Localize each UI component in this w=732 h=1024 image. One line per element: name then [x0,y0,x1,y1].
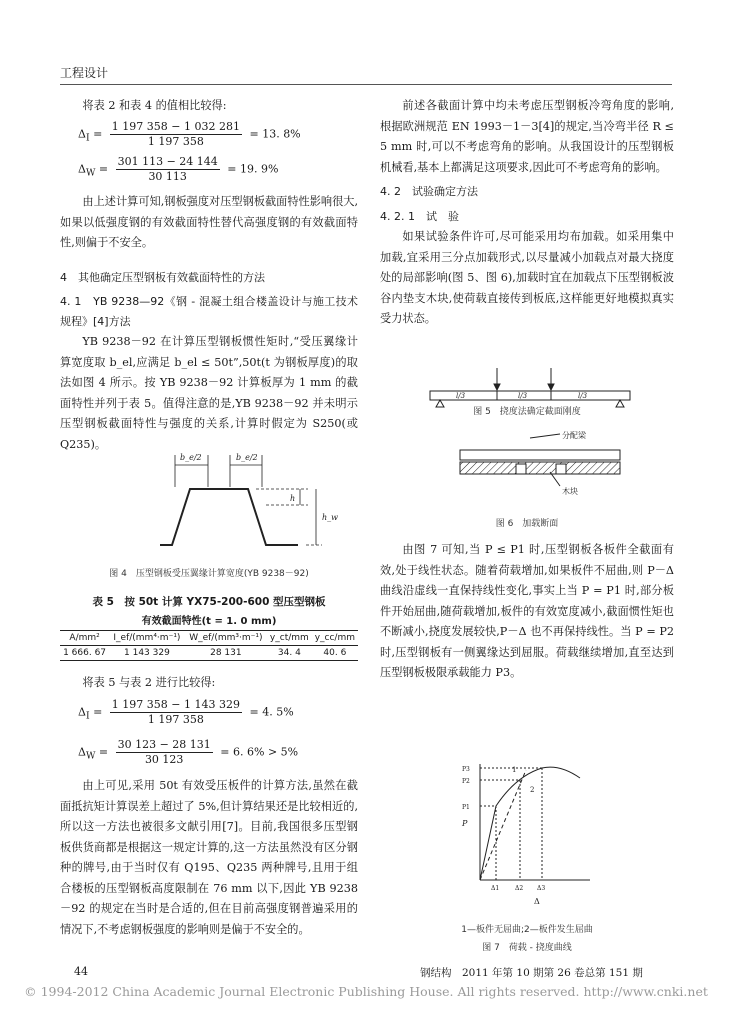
header-rule [60,84,672,85]
label-wood-block: 木块 [562,487,578,496]
eq-result: = 13. 8% [249,127,301,141]
y-axis-label: P [462,819,468,828]
figure-6-caption: 图 6 加载断面 [495,519,559,529]
left-body-1 [60,192,358,455]
eq-denominator: 30 113 [148,170,187,183]
table-cell: 28 131 [210,648,242,658]
eq-numerator: 30 123 − 28 131 [117,738,211,751]
distribution-beam [460,450,620,460]
table-5-title: 表 5 按 50t 计算 YX75-200-600 型压型钢板 [92,596,326,608]
eq-denominator: 30 123 [144,753,184,766]
eq-numerator: 1 197 358 − 1 143 329 [111,698,240,711]
equation-delta-i-1: $\Delta_I$ = $\frac{1 197 358 - 1 032 281}{1 197 358}$ = 13. 8% [78,120,301,148]
section-heading-4-2: 4. 2 试验确定方法 [380,185,478,198]
figure-5-caption: 图 5 挠度法确定截面刚度 [473,407,581,417]
y-tick-label: P2 [462,778,470,785]
eq-numerator: 1 197 358 − 1 032 281 [111,120,240,133]
figure-4-caption: 图 4 压型钢板受压翼缘计算宽度(YB 9238－92) [109,569,309,579]
y-tick-label: P1 [462,804,470,811]
eq-result: = 4. 5% [249,705,294,719]
eq-sub: W [85,750,96,762]
eq-result: = 6. 6% > 5% [220,745,299,759]
journal-info: 钢结构 2011 年第 10 期第 26 卷总第 151 期 [420,967,643,979]
x-tick-label: Δ1 [491,885,500,892]
equation-delta-w-2: $\Delta_W$ = $\frac{30 123 - 28 131}{30 123}$ = 6. 6% > 5% [78,738,299,766]
section-heading-4: 4 其他确定压型钢板有效截面特性的方法 [60,270,265,284]
y-tick-label: P3 [462,766,470,773]
eq-sub: W [85,167,96,179]
paragraph: 由上述计算可知,钢板强度对压型钢板截面特性影响很大,如果以低强度钢的有效截面特性替代高强度钢的有效截面特性,则偏于不安全。 [60,195,359,249]
figure-7-legend: 1—板件无屈曲;2—板件发生屈曲 [461,925,593,935]
table-5 [60,630,358,661]
span-label: l/3 [578,392,588,400]
eq-denominator: 1 197 358 [147,135,204,148]
eq-denominator: 1 197 358 [147,713,204,726]
figure-4-diagram [60,445,358,557]
table-cell: 1 666. 67 [63,648,107,658]
table-5-subtitle: 有效截面特性(t = 1. 0 mm) [141,616,277,627]
table-row [60,646,358,661]
paragraph: 由上可见,采用 50t 有效受压板件的计算方法,虽然在截面抵抗矩计算误差上超过了 5%,但计算结果还是比较相近的,所以这一方法也被很多文献引用[7]。目前,我国很多压型钢板供货商都是根据这一规定计算的,这一方法虽然没有区分钢种的牌号,由于当时仅有 Q195、Q235 两种牌号,且用于组合楼板的压型钢板高度限制在 76 mm 以下,因此 YB 9238－92 的规定在当时是合适的,但在目前高强度钢普遍采用的情况下,不考虑钢板强度的影响则是偏于不安全的。 [60,779,358,936]
table-cell: 40. 6 [323,648,347,658]
label-h: h [290,494,296,503]
span-label: l/3 [518,392,528,400]
curve-label: 1 [512,766,517,774]
table-header-row [60,631,358,646]
intro-text: 将表 2 和表 4 的值相比较得: [82,99,227,112]
label-distribution-beam: 分配梁 [562,431,586,440]
label-hw: h_w [322,513,338,522]
table-header-cell: A/mm² [69,633,100,643]
x-tick-label: Δ3 [537,885,546,892]
equation-delta-i-2: $\Delta_I$ = $\frac{1 197 358 - 1 143 329}{1 197 358}$ = 4. 5% [78,698,294,726]
eq-sub: I [85,710,90,722]
equation-delta-w-1: $\Delta_W$ = $\frac{301 113 - 24 144}{30 113}$ = 19. 9% [78,155,279,183]
eq-lhs: Δ [78,745,86,759]
left-intro-2 [60,673,358,694]
eq-result: = 19. 9% [227,162,279,176]
eq-numerator: 301 113 − 24 144 [117,155,218,168]
paragraph: 由图 7 可知,当 P ≤ P1 时,压型钢板各板件全截面有效,处于线性状态。随着荷载增加,如果板件不屈曲,则 P－Δ 曲线沿虚线一直保持线性变化,事实上当 P = P1 时,部分板件开始屈曲,随荷载增加,板件的有效宽度减小,截面惯性矩也不断减小,挠度发展较快,P－Δ 也不再保持线性。当 P = P2 时,压型钢板有一侧翼缘达到屈服。荷载继续增加,直至达到压型钢板极限承载能力 P3。 [380,543,674,679]
eq-lhs: Δ [78,705,86,719]
eq-lhs: Δ [78,127,86,141]
label-be-half-2: b_e/2 [236,453,258,462]
table-cell: 1 143 329 [124,648,170,658]
table-header-cell: y_ct/mm [269,633,309,643]
label-be-half-1: b_e/2 [180,453,202,462]
curve-1-linear [480,770,526,880]
intro-text: 将表 5 与表 2 进行比较得: [82,676,216,689]
curve-2-buckling [480,767,580,880]
x-axis-label: Δ [534,897,540,906]
left-body-2 [60,776,358,940]
curve-label: 2 [530,786,535,794]
left-intro [60,96,358,117]
figure-7-chart [460,758,600,910]
running-header: 工程设计 [60,66,109,80]
table-cell: 34. 4 [277,648,301,658]
eq-sub: I [85,132,90,144]
right-body-1 [380,96,674,330]
figure-7-caption: 图 7 荷载 - 挠度曲线 [482,943,572,953]
figure-5-diagram [420,366,650,408]
table-header-cell: W_ef/(mm³·m⁻¹) [189,633,263,643]
steel-deck [460,462,620,474]
page-number: 44 [74,965,88,978]
figure-6-diagram [440,428,640,506]
paragraph: YB 9238－92 在计算压型钢板惯性矩时,“受压翼缘计算宽度取 b_el,应满足 b_el ≤ 50t”,50t(t 为钢板厚度)的取法如图 4 所示。按 YB 9238－92 计算板厚为 1 mm 的截面特性并列于表 5。值得注意的是,YB 9238－92 并未明示压型钢板截面特性与强度的关系,计算时假定为 S250(或 Q235)。 [60,335,358,451]
paragraph: 前述各截面计算中均未考虑压型钢板冷弯角度的影响,根据欧洲规范 EN 1993－1－3[4]的规定,当冷弯半径 R ≤ 5 mm 时,可以不考虑弯角的影响。从我国设计的压型钢板机械看,基本上都满足这项要求,因此可不考虑弯角的影响。 [380,99,674,174]
span-label: l/3 [456,392,466,400]
section-heading-4-1: 4. 1 YB 9238—92《钢 - 混凝土组合楼盖设计与施工技术规程》[4]方法 [60,295,358,328]
paragraph: 如果试验条件许可,尽可能采用均布加载。如采用集中加载,宜采用三分点加载形式,以尽量减小加载点对最大挠度处的局部影响(图 5、图 6),加载时宜在加载点下压型钢板波谷内垫支木块,使荷载直接传到板底,这样能更好地模拟真实受力状态。 [380,230,674,325]
table-header-cell: y_cc/mm [314,633,355,643]
right-body-2 [380,540,674,684]
table-header-cell: I_ef/(mm⁴·m⁻¹) [113,633,181,643]
eq-lhs: Δ [78,162,86,176]
copyright-watermark: © 1994-2012 China Academic Journal Electronic Publishing House. All rights reserved. http://www.cnki.net [24,984,708,999]
x-tick-label: Δ2 [515,885,524,892]
section-heading-4-2-1: 4. 2. 1 试 验 [380,209,459,223]
steel-profile [160,489,298,545]
